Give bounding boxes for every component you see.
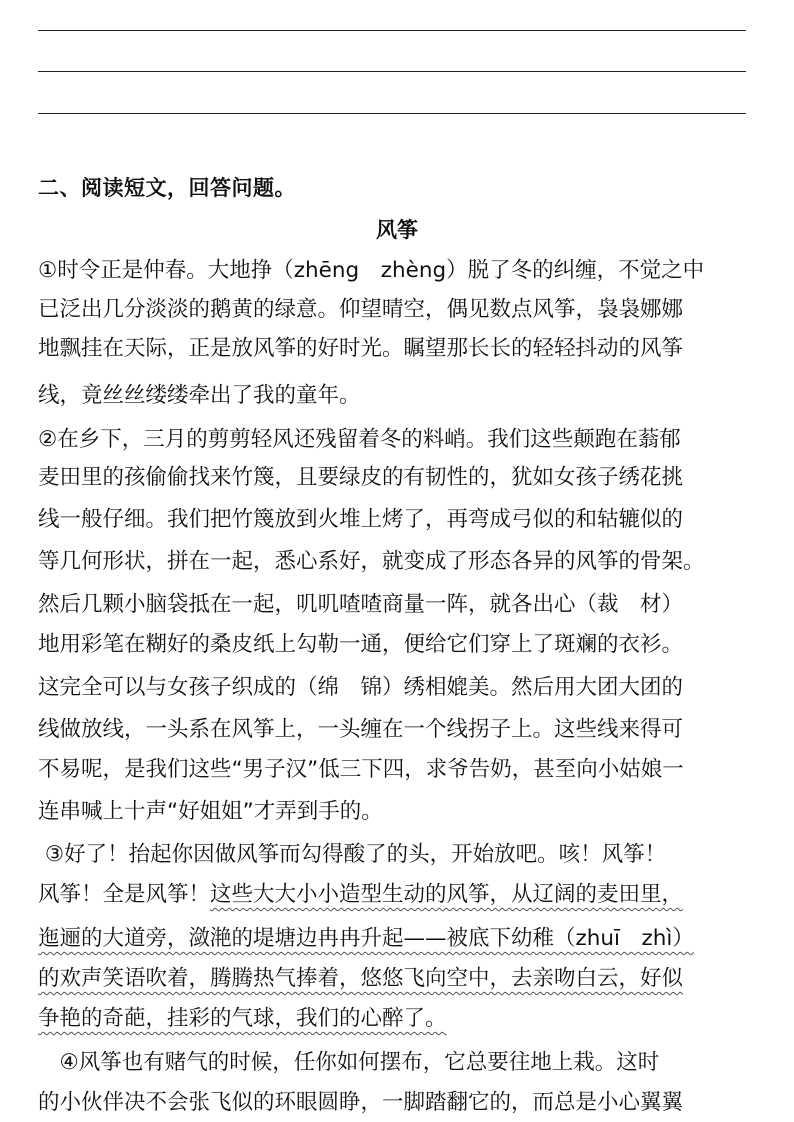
- text-line: [38, 840, 756, 870]
- text-segment: 的小伙伴决不会张飞似的环眼圆睁，一脚踏翻它的，而总是小心翼翼: [38, 1090, 684, 1115]
- text-line: 连串喊上十声“好姐姐”才弄到手的。: [38, 799, 383, 824]
- text-line: 麦田里的孩偷偷找来竹篾，且要绿皮的有韧性的，犹如女孩子绣花挑: [38, 465, 684, 490]
- text-line: [38, 1048, 756, 1078]
- text-line: 已泛出几分淡淡的鹅黄的绿意。仰望晴空，偶见数点风筝，袅袅娜娜: [38, 297, 684, 322]
- section-heading: 二、阅读短文，回答问题。: [38, 176, 296, 200]
- text-line: [38, 1004, 756, 1034]
- answer-line-2: [38, 71, 746, 72]
- underlined-passage: 这些大大小小造型生动的风筝，从辽阔的麦田里，: [210, 882, 684, 907]
- text-line: 地飘挂在天际，正是放风筝的好时光。瞩望那长长的轻轻抖动的风筝: [38, 336, 684, 361]
- text-segment: ④风筝也有赌气的时候，任你如何摆布，它总要往地上栽。这时: [38, 1050, 660, 1075]
- text-line: [38, 964, 756, 994]
- text-line: 等几何形状，拼在一起，悉心系好，就变成了形态各异的风筝的骨架。: [38, 549, 705, 574]
- text-segment: ③好了！抬起你因做风筝而勾得酸了的头，开始放吧。咳！风筝！: [38, 842, 667, 867]
- text-line: ①时令正是仲春。大地挣（zhēng zhèng）脱了冬的纠缠，不觉之中: [38, 258, 705, 283]
- text-line: 这完全可以与女孩子织成的（绵 锦）绣相媲美。然后用大团大团的: [38, 675, 684, 700]
- text-line: 然后几颗小脑袋抵在一起，叽叽喳喳商量一阵，就各出心（裁 材）: [38, 592, 684, 617]
- answer-line-3: [38, 113, 746, 114]
- underlined-passage: 迤逦的大道旁，潋滟的堤塘边冉冉升起——被底下幼稚（zhuī zhì）: [38, 926, 694, 951]
- text-line: 线做放线，一头系在风筝上，一头缠在一个线拐子上。这些线来得可: [38, 717, 684, 742]
- underlined-passage: 争艳的奇葩，挂彩的气球，我们的心醉了。: [38, 1006, 447, 1031]
- text-line: [38, 924, 756, 954]
- text-line: ②在乡下，三月的剪剪轻风还残留着冬的料峭。我们这些颠跑在蓊郁: [38, 427, 681, 452]
- text-line: 线，竟丝丝缕缕牵出了我的童年。: [38, 383, 361, 408]
- text-line: 线一般仔细。我们把竹篾放到火堆上烤了，再弯成弓似的和轱辘似的: [38, 507, 684, 532]
- text-segment: 风筝！全是风筝！: [38, 882, 211, 907]
- text-line: [38, 1088, 756, 1118]
- essay-title: 风筝: [376, 218, 418, 242]
- text-line: 不易呢，是我们这些“男子汉”低三下四，求爷告奶，甚至向小姑娘一: [38, 757, 684, 782]
- answer-line-1: [38, 30, 746, 31]
- text-line: 地用彩笔在糊好的桑皮纸上勾勒一通，便给它们穿上了斑斓的衣衫。: [38, 632, 684, 657]
- text-line: [38, 880, 756, 910]
- underlined-passage: 的欢声笑语吹着，腾腾热气捧着，悠悠飞向空中，去亲吻白云，好似: [38, 966, 684, 991]
